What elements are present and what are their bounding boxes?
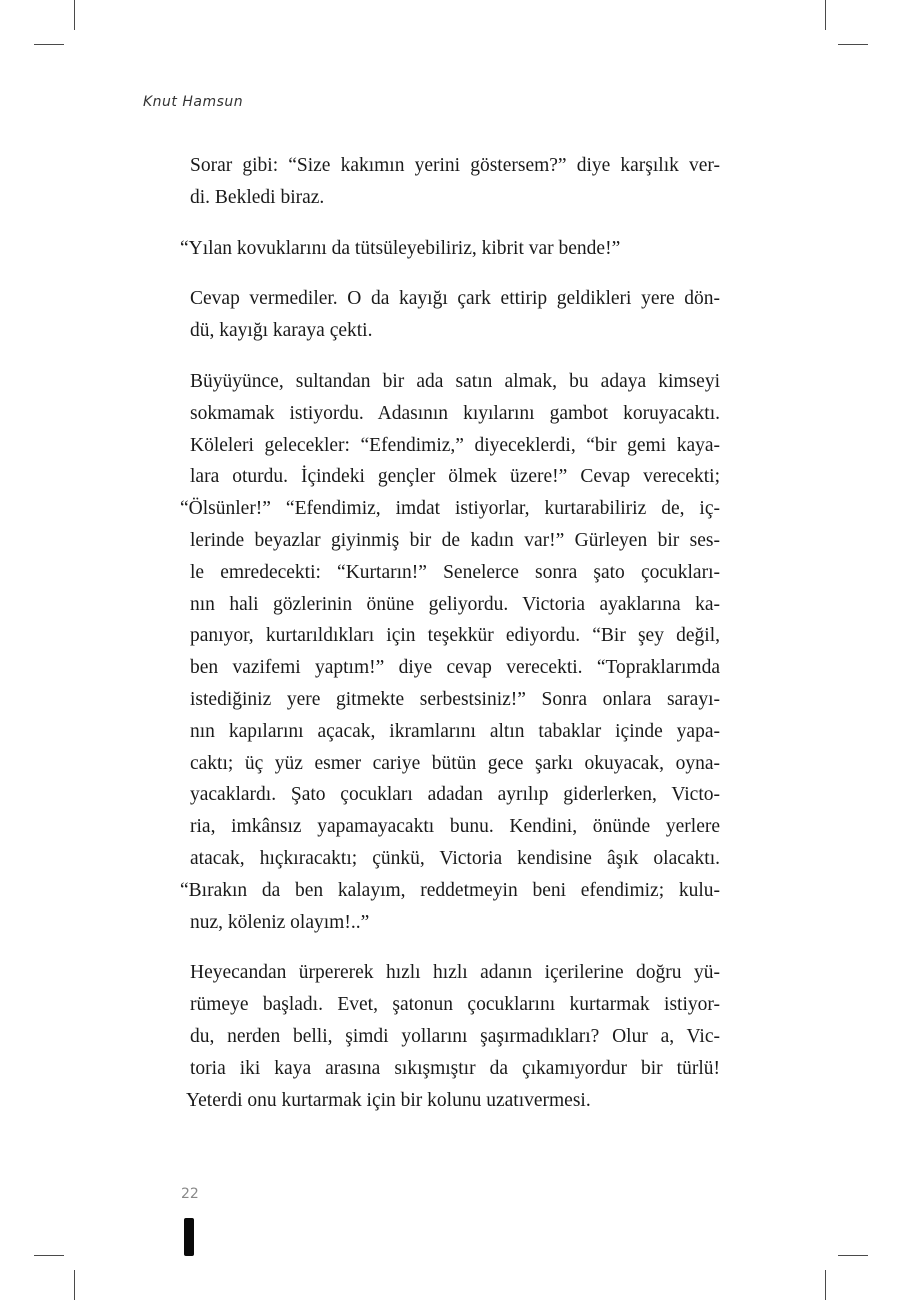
crop-mark [838,1255,868,1256]
paragraph [180,233,720,265]
text-line: rümeye başladı. Evet, şatonun çocuklarını kurtarmak istiyor- [190,994,720,1016]
text-line: panıyor, kurtarıldıkları için teşekkür ediyordu. “Bir şey değil, [190,625,720,647]
crop-mark [34,44,64,45]
text-line: atacak, hıçkıracaktı; çünkü, Victoria kendisine âşık olacaktı. [190,847,720,869]
paragraph [180,957,720,1116]
text-line: nın kapılarını açacak, ikramlarını altın tabaklar içinde yapa- [190,720,720,742]
text-line: ben vazifemi yaptım!” diye cevap verecekti. “Topraklarımda [190,657,720,679]
text-line: du, nerden belli, şimdi yollarını şaşırmadıkları? Olur a, Vic- [190,1025,720,1047]
text-line: istediğiniz yere gitmekte serbestsiniz!” Sonra onlara sarayı- [190,688,720,710]
text-line: dü, kayığı karaya çekti. [190,320,373,342]
text-line: “Yılan kovuklarını da tütsüleyebiliriz, kibrit var bende!” [180,237,621,259]
text-line: Köleleri gelecekler: “Efendimiz,” diyeceklerdi, “bir gemi kaya- [190,434,720,456]
text-line: “Bırakın da ben kalayım, reddetmeyin beni efendimiz; kulu- [180,879,720,901]
text-line: Yeterdi onu kurtarmak için bir kolunu uzatıvermesi. [186,1089,591,1111]
body-text [180,150,720,1135]
text-line: yacaklardı. Şato çocukları adadan ayrılıp giderlerken, Victo- [190,784,720,806]
crop-mark [74,0,75,30]
text-line: lerinde beyazlar giyinmiş bir de kadın var!” Gürleyen bir ses- [190,529,720,551]
crop-mark [825,0,826,30]
text-line: toria iki kaya arasına sıkışmıştır da çıkamıyordur bir türlü! [190,1057,720,1079]
crop-mark [34,1255,64,1256]
text-line: Heyecandan ürpererek hızlı hızlı adanın içerilerine doğru yü- [190,962,720,984]
text-line: le emredecekti: “Kurtarın!” Senelerce sonra şato çocukları- [190,561,720,583]
text-line: Büyüyünce, sultandan bir ada satın almak, bu adaya kimseyi [190,370,720,392]
crop-mark [825,1270,826,1300]
running-head: Knut Hamsun [143,94,244,110]
text-line: di. Bekledi biraz. [190,186,325,208]
paragraph [180,150,720,214]
text-line: Cevap vermediler. O da kayığı çark ettirip geldikleri yere dön- [190,288,720,310]
text-line: caktı; üç yüz esmer cariye bütün gece şarkı okuyacak, oyna- [190,752,720,774]
paragraph [180,366,720,938]
crop-mark [74,1270,75,1300]
text-line: lara oturdu. İçindeki gençler ölmek üzere!” Cevap verecekti; [190,466,720,488]
text-line: Sorar gibi: “Size kakımın yerini göstersem?” diye karşılık ver- [190,155,720,176]
text-line: “Ölsünler!” “Efendimiz, imdat istiyorlar, kurtarabiliriz de, iç- [180,498,720,520]
page-number: 22 [181,1186,199,1202]
text-line: sokmamak istiyordu. Adasının kıyılarını gambot koruyacaktı. [190,402,720,424]
text-line: nuz, köleniz olayım!..” [190,911,370,933]
text-line: ria, imkânsız yapamayacaktı bunu. Kendini, önünde yerlere [190,816,720,838]
text-line: nın hali gözlerinin önüne geliyordu. Victoria ayaklarına ka- [190,593,720,615]
paragraph [180,283,720,347]
page-marker-bar [184,1218,194,1256]
crop-mark [838,44,868,45]
